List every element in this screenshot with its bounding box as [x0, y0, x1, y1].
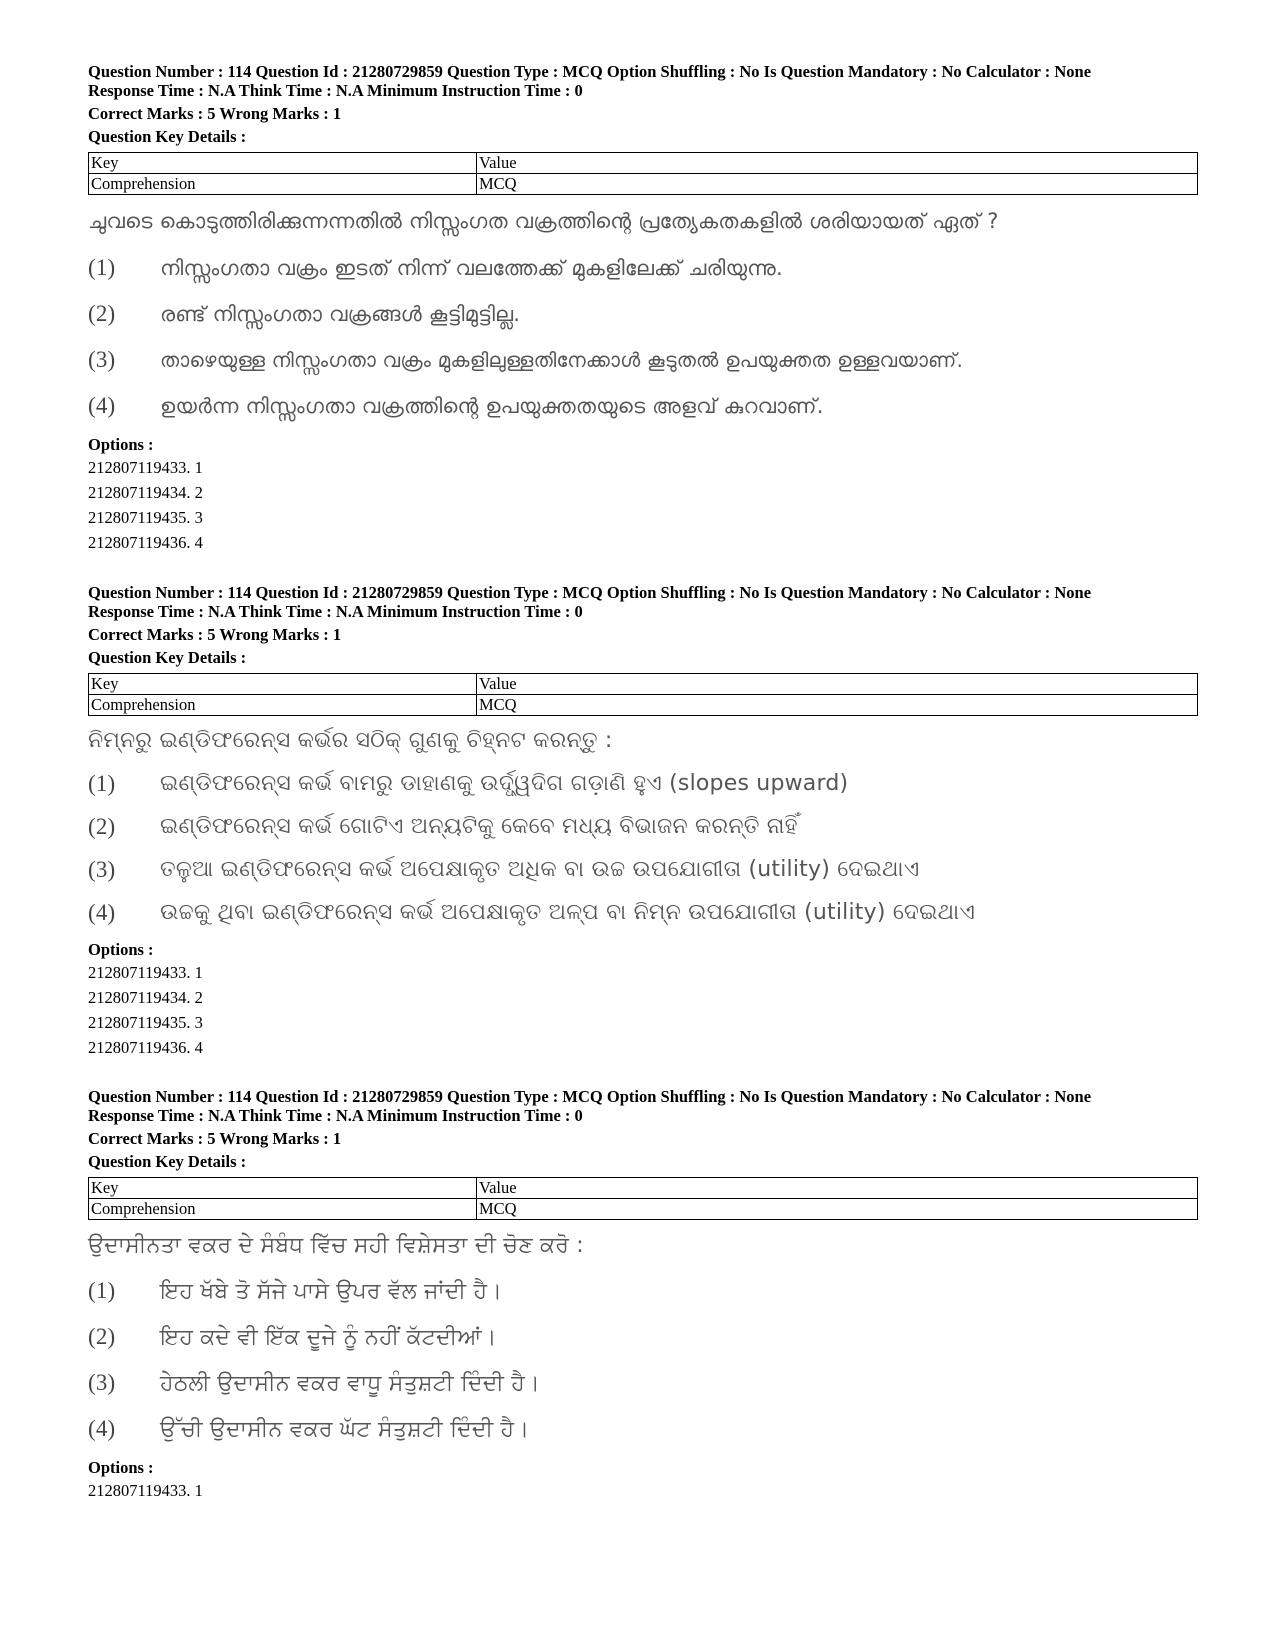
choice-number: (2) — [88, 813, 116, 839]
question-stem — [88, 718, 1198, 762]
choice-text: ਇਹ ਕਦੇ ਵੀ ਇੱਕ ਦੂਜੇ ਨੂੰ ਨਹੀਂ ਕੱਟਦੀਆਂ। — [160, 1324, 497, 1350]
option-item: 212807119433. 1 — [88, 1481, 203, 1500]
key-details-table — [88, 673, 1198, 716]
choice-number: (3) — [88, 856, 116, 882]
table-header-row — [89, 1178, 1198, 1199]
choice-3 — [88, 1360, 1198, 1406]
key-details-table — [88, 1177, 1198, 1220]
table-header-row — [89, 153, 1198, 174]
table-cell-value: MCQ — [477, 695, 1198, 716]
choice-2 — [88, 1314, 1198, 1360]
question-block-1 — [88, 62, 1198, 555]
table-cell-key: Comprehension — [89, 174, 477, 195]
table-header-value: Value — [477, 153, 1198, 174]
choice-number: (3) — [88, 1370, 116, 1395]
question-stem-text: ചുവടെ കൊടുത്തിരിക്കുന്നന്നതിൽ നിസ്സംഗത വക്രത്തിന്റെ പ്രത്യേകതകളിൽ ശരിയായത് ഏത് ? — [88, 208, 999, 233]
marks-line: Correct Marks : 5 Wrong Marks : 1 — [88, 1129, 342, 1148]
choice-text: ਇਹ ਖੱਬੇ ਤੋ ਸੱਜੇ ਪਾਸੇ ਉਪਰ ਵੱਲ ਜਾਂਦੀ ਹੈ। — [160, 1278, 503, 1304]
marks-line: Correct Marks : 5 Wrong Marks : 1 — [88, 104, 342, 123]
question-block-2 — [88, 583, 1198, 1060]
key-details-table — [88, 152, 1198, 195]
choice-4 — [88, 1406, 1198, 1452]
question-meta-line: Question Number : 114 Question Id : 21280729859 Question Type : MCQ Option Shuffling : No Is Question Mandatory : No Calculator : None — [88, 62, 1092, 81]
choice-3 — [88, 337, 1198, 383]
question-meta-line: Question Number : 114 Question Id : 21280729859 Question Type : MCQ Option Shuffling : No Is Question Mandatory : No Calculator : None — [88, 583, 1092, 602]
question-text — [88, 718, 1198, 934]
choice-text: ଉଚ୍ଚକୁ ଥିବା ଇଣ୍ଡିଫରେନ୍ସ କର୍ଭ ଅପେକ୍ଷାକୃତ ଅଳ୍ପ ବା ନିମ୍ନ ଉପଯୋଗୀତା (utility) ଦେଇଥାଏ — [160, 900, 976, 925]
choice-4 — [88, 383, 1198, 429]
choice-text: ਹੇਠਲੀ ਉਦਾਸੀਨ ਵਕਰ ਵਾਧੂ ਸੰਤੁਸ਼ਟੀ ਦਿੰਦੀ ਹੈ। — [160, 1370, 541, 1396]
question-text — [88, 1222, 1198, 1452]
option-item: 212807119433. 1 — [88, 963, 203, 982]
options-title: Options : — [88, 1458, 154, 1477]
choice-text: താഴെയുള്ള നിസ്സംഗതാ വക്രം മുകളിലുള്ളതിനേക്കാൾ കൂടുതൽ ഉപയുക്തത ഉള്ളവയാണ്. — [160, 348, 964, 372]
table-header-key: Key — [89, 674, 477, 695]
table-header-value: Value — [477, 674, 1198, 695]
option-item: 212807119434. 2 — [88, 483, 203, 502]
question-stem-text: ନିମ୍ନରୁ ଇଣ୍ଡିଫରେନ୍ସ କର୍ଭର ସଠିକ୍ ଗୁଣକୁ ଚିହ୍ନଟ କରନ୍ତୁ : — [88, 727, 613, 753]
choice-number: (1) — [88, 255, 116, 280]
table-row — [89, 1199, 1198, 1220]
options-title: Options : — [88, 435, 154, 454]
choice-number: (3) — [88, 347, 116, 372]
response-time-line: Response Time : N.A Think Time : N.A Minimum Instruction Time : 0 — [88, 1106, 583, 1125]
choice-number: (1) — [88, 770, 116, 796]
table-header-value: Value — [477, 1178, 1198, 1199]
choice-text: നിസ്സംഗതാ വക്രം ഇടത് നിന്ന് വലത്തേക്ക് മുകളിലേക്ക് ചരിയുന്നു. — [160, 255, 783, 280]
option-item: 212807119434. 2 — [88, 988, 203, 1007]
question-stem — [88, 1222, 1198, 1268]
choice-number: (2) — [88, 1324, 116, 1349]
key-details-title: Question Key Details : — [88, 1152, 247, 1171]
question-meta-line: Question Number : 114 Question Id : 21280729859 Question Type : MCQ Option Shuffling : No Is Question Mandatory : No Calculator : None — [88, 1087, 1092, 1106]
question-stem-text: ਉਦਾਸੀਨਤਾ ਵਕਰ ਦੇ ਸੰਬੰਧ ਵਿੱਚ ਸਹੀ ਵਿਸ਼ੇਸਤਾ ਦੀ ਚੋਣ ਕਰੋ : — [88, 1232, 584, 1258]
choice-number: (4) — [88, 899, 116, 925]
option-item: 212807119436. 4 — [88, 533, 203, 552]
choice-3 — [88, 848, 1198, 891]
table-header-row — [89, 674, 1198, 695]
choice-4 — [88, 891, 1198, 934]
response-time-line: Response Time : N.A Think Time : N.A Minimum Instruction Time : 0 — [88, 81, 583, 100]
choice-1 — [88, 762, 1198, 805]
table-header-key: Key — [89, 1178, 477, 1199]
choice-text: ਉੱਚੀ ਉਦਾਸੀਨ ਵਕਰ ਘੱਟ ਸੰਤੁਸ਼ਟੀ ਦਿੰਦੀ ਹੈ। — [160, 1416, 530, 1442]
choice-1 — [88, 1268, 1198, 1314]
choice-number: (4) — [88, 393, 116, 418]
question-stem — [88, 197, 1198, 245]
choice-1 — [88, 245, 1198, 291]
table-header-key: Key — [89, 153, 477, 174]
choice-text: രണ്ട് നിസ്സംഗതാ വക്രങ്ങൾ കൂട്ടിമുട്ടില്ല. — [160, 301, 521, 326]
marks-line: Correct Marks : 5 Wrong Marks : 1 — [88, 625, 342, 644]
table-row — [89, 174, 1198, 195]
response-time-line: Response Time : N.A Think Time : N.A Minimum Instruction Time : 0 — [88, 602, 583, 621]
choice-text: ഉയർന്ന നിസ്സംഗതാ വക്രത്തിന്റെ ഉപയുക്തതയുടെ അളവ് കുറവാണ്. — [160, 393, 824, 418]
choice-text: ତଳୁଆ ଇଣ୍ଡିଫରେନ୍ସ କର୍ଭ ଅପେକ୍ଷାକୃତ ଅଧିକ ବା ଉଚ୍ଚ ଉପଯୋଗୀତା (utility) ଦେଇଥାଏ — [160, 857, 920, 882]
option-item: 212807119433. 1 — [88, 458, 203, 477]
table-row — [89, 695, 1198, 716]
option-item: 212807119435. 3 — [88, 508, 203, 527]
option-item: 212807119435. 3 — [88, 1013, 203, 1032]
table-cell-key: Comprehension — [89, 695, 477, 716]
choice-number: (2) — [88, 301, 116, 326]
key-details-title: Question Key Details : — [88, 648, 247, 667]
question-text — [88, 197, 1198, 429]
choice-text: ଇଣ୍ଡିଫରେନ୍ସ କର୍ଭ ଗୋଟିଏ ଅନ୍ୟଟିକୁ କେବେ ମଧ୍ୟ ବିଭାଜନ କରନ୍ତି ନାହିଁ — [160, 814, 798, 839]
choice-2 — [88, 805, 1198, 848]
options-title: Options : — [88, 940, 154, 959]
key-details-title: Question Key Details : — [88, 127, 247, 146]
question-block-3 — [88, 1087, 1198, 1503]
table-cell-value: MCQ — [477, 174, 1198, 195]
table-cell-value: MCQ — [477, 1199, 1198, 1220]
table-cell-key: Comprehension — [89, 1199, 477, 1220]
choice-number: (4) — [88, 1416, 116, 1441]
option-item: 212807119436. 4 — [88, 1038, 203, 1057]
choice-number: (1) — [88, 1278, 116, 1303]
choice-text: ଇଣ୍ଡିଫରେନ୍ସ କର୍ଭ ବାମରୁ ଡାହାଣକୁ ଉର୍ଦ୍ଧ୍ୱଦିଗ ଗଡ଼ାଣି ହୁଏ (slopes upward) — [160, 771, 849, 796]
choice-2 — [88, 291, 1198, 337]
